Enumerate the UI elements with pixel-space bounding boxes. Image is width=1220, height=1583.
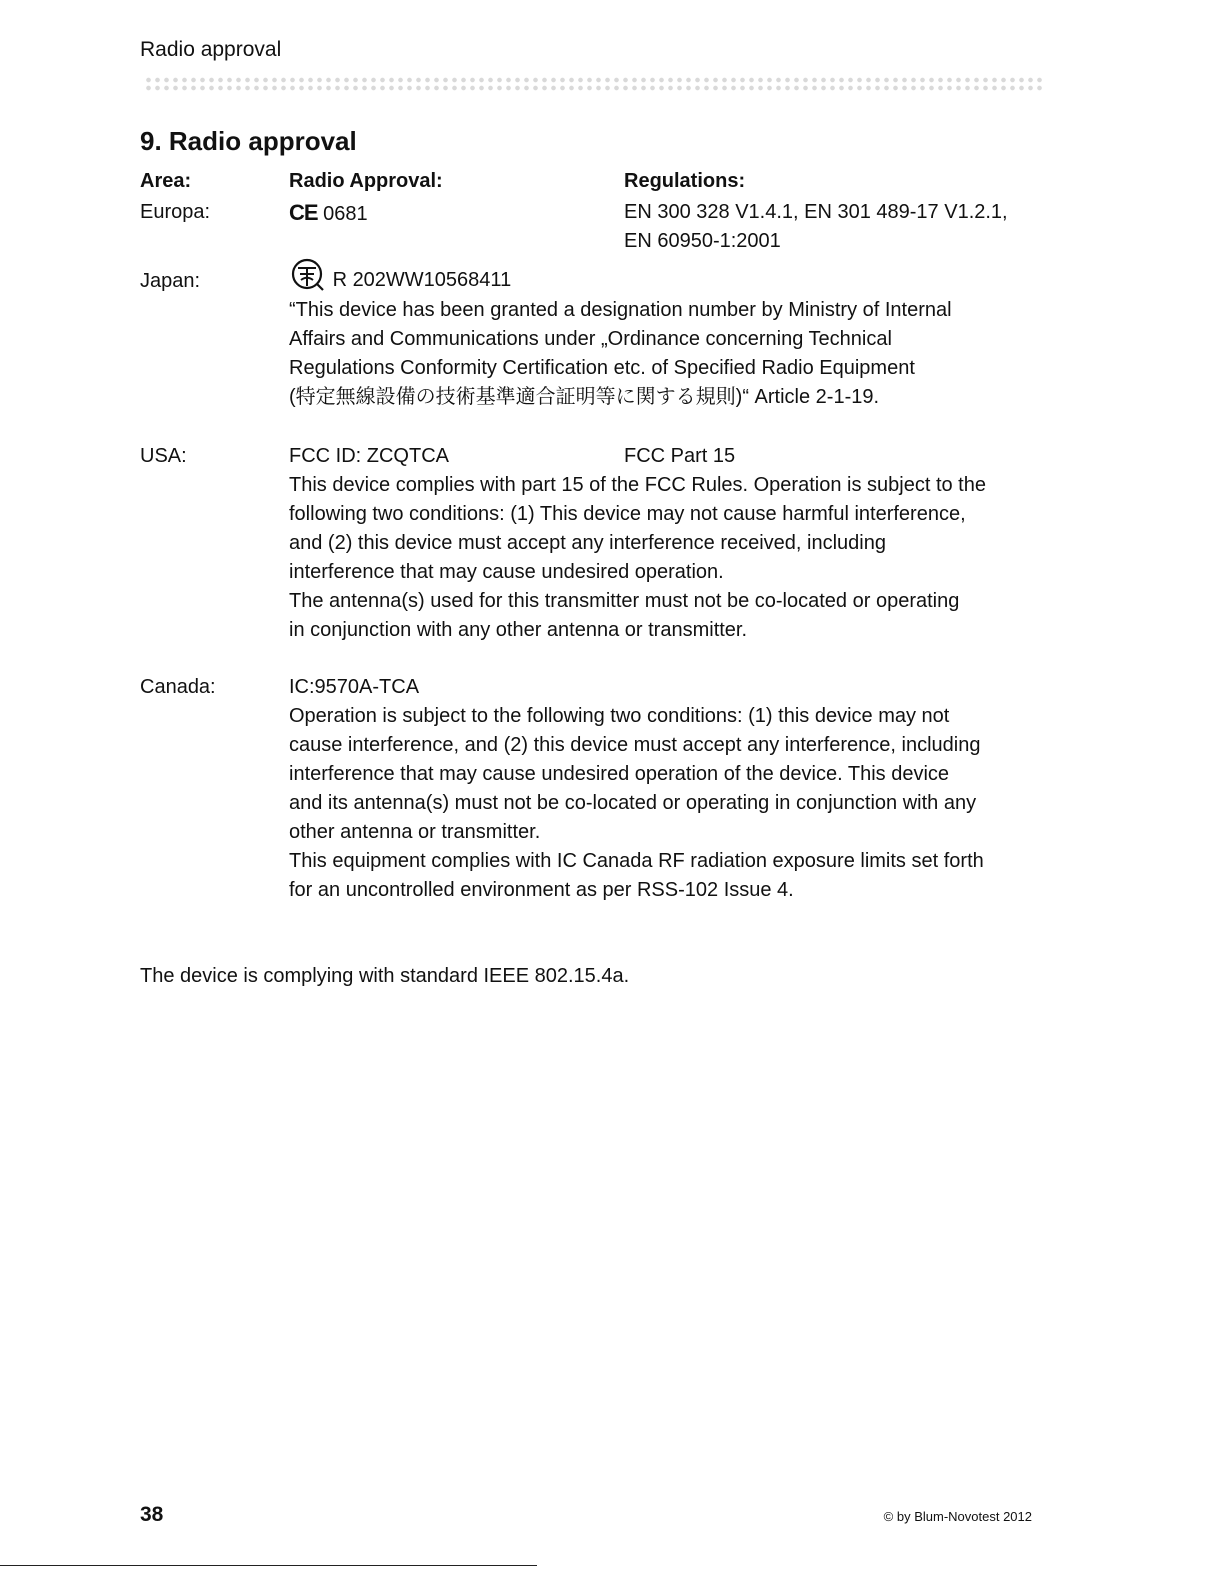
bottom-rule bbox=[0, 1565, 537, 1566]
header-dotted-divider bbox=[144, 76, 1042, 93]
japan-approval-number: R 202WW10568411 bbox=[332, 268, 512, 291]
japan-line: Affairs and Communications under „Ordinance concerning Technical bbox=[289, 328, 892, 350]
japan-line: (特定無線設備の技術基準適合証明等に関する規則)“ Article 2-1-19. bbox=[289, 386, 880, 408]
usa-line: in conjunction with any other antenna or transmitter. bbox=[289, 619, 748, 641]
area-japan: Japan: bbox=[140, 270, 201, 292]
usa-line: following two conditions: (1) This device may not cause harmful interference, bbox=[289, 503, 966, 525]
column-header-area: Area: bbox=[140, 170, 192, 192]
usa-line: This device complies with part 15 of the FCC Rules. Operation is subject to the bbox=[289, 474, 986, 496]
area-usa: USA: bbox=[140, 445, 187, 467]
canada-approval: IC:9570A-TCA bbox=[289, 676, 420, 698]
standard-note: The device is complying with standard IEEE 802.15.4a. bbox=[140, 965, 630, 987]
usa-line: and (2) this device must accept any interference received, including bbox=[289, 532, 886, 554]
canada-statement bbox=[289, 702, 1049, 905]
europa-approval bbox=[289, 198, 368, 229]
japan-line: Regulations Conformity Certification etc. of Specified Radio Equipment bbox=[289, 357, 915, 379]
chapter-title: 9. Radio approval bbox=[140, 126, 357, 156]
usa-regulation: FCC Part 15 bbox=[624, 445, 736, 467]
canada-line: other antenna or transmitter. bbox=[289, 821, 541, 843]
japan-line: “This device has been granted a designation number by Ministry of Internal bbox=[289, 299, 952, 321]
canada-line: Operation is subject to the following two conditions: (1) this device may not bbox=[289, 705, 950, 727]
running-header: Radio approval bbox=[140, 38, 282, 61]
canada-line: and its antenna(s) must not be co-located or operating in conjunction with any bbox=[289, 792, 977, 814]
canada-line: interference that may cause undesired operation of the device. This device bbox=[289, 763, 950, 785]
europa-regulation-line: EN 60950-1:2001 bbox=[624, 230, 781, 252]
column-header-regulations: Regulations: bbox=[624, 170, 746, 192]
canada-line: cause interference, and (2) this device must accept any interference, including bbox=[289, 734, 981, 756]
usa-approval: FCC ID: ZCQTCA bbox=[289, 445, 449, 467]
usa-line: The antenna(s) used for this transmitter must not be co-located or operating bbox=[289, 590, 960, 612]
ce-mark-icon: CE bbox=[289, 200, 318, 225]
japan-statement bbox=[289, 296, 1049, 412]
usa-line: interference that may cause undesired operation. bbox=[289, 561, 724, 583]
usa-statement bbox=[289, 471, 1049, 645]
canada-line: This equipment complies with IC Canada RF radiation exposure limits set forth bbox=[289, 850, 984, 872]
copyright-notice: © by Blum-Novotest 2012 bbox=[883, 1509, 1032, 1524]
canada-line: for an uncontrolled environment as per RSS-102 Issue 4. bbox=[289, 879, 794, 901]
column-header-approval: Radio Approval: bbox=[289, 170, 443, 192]
europa-regulations bbox=[624, 198, 1008, 256]
area-canada: Canada: bbox=[140, 676, 216, 698]
page-number: 38 bbox=[140, 1503, 164, 1526]
europa-approval-number: 0681 bbox=[323, 203, 368, 225]
area-europa: Europa: bbox=[140, 201, 211, 223]
europa-regulation-line: EN 300 328 V1.4.1, EN 301 489-17 V1.2.1, bbox=[624, 201, 1008, 223]
